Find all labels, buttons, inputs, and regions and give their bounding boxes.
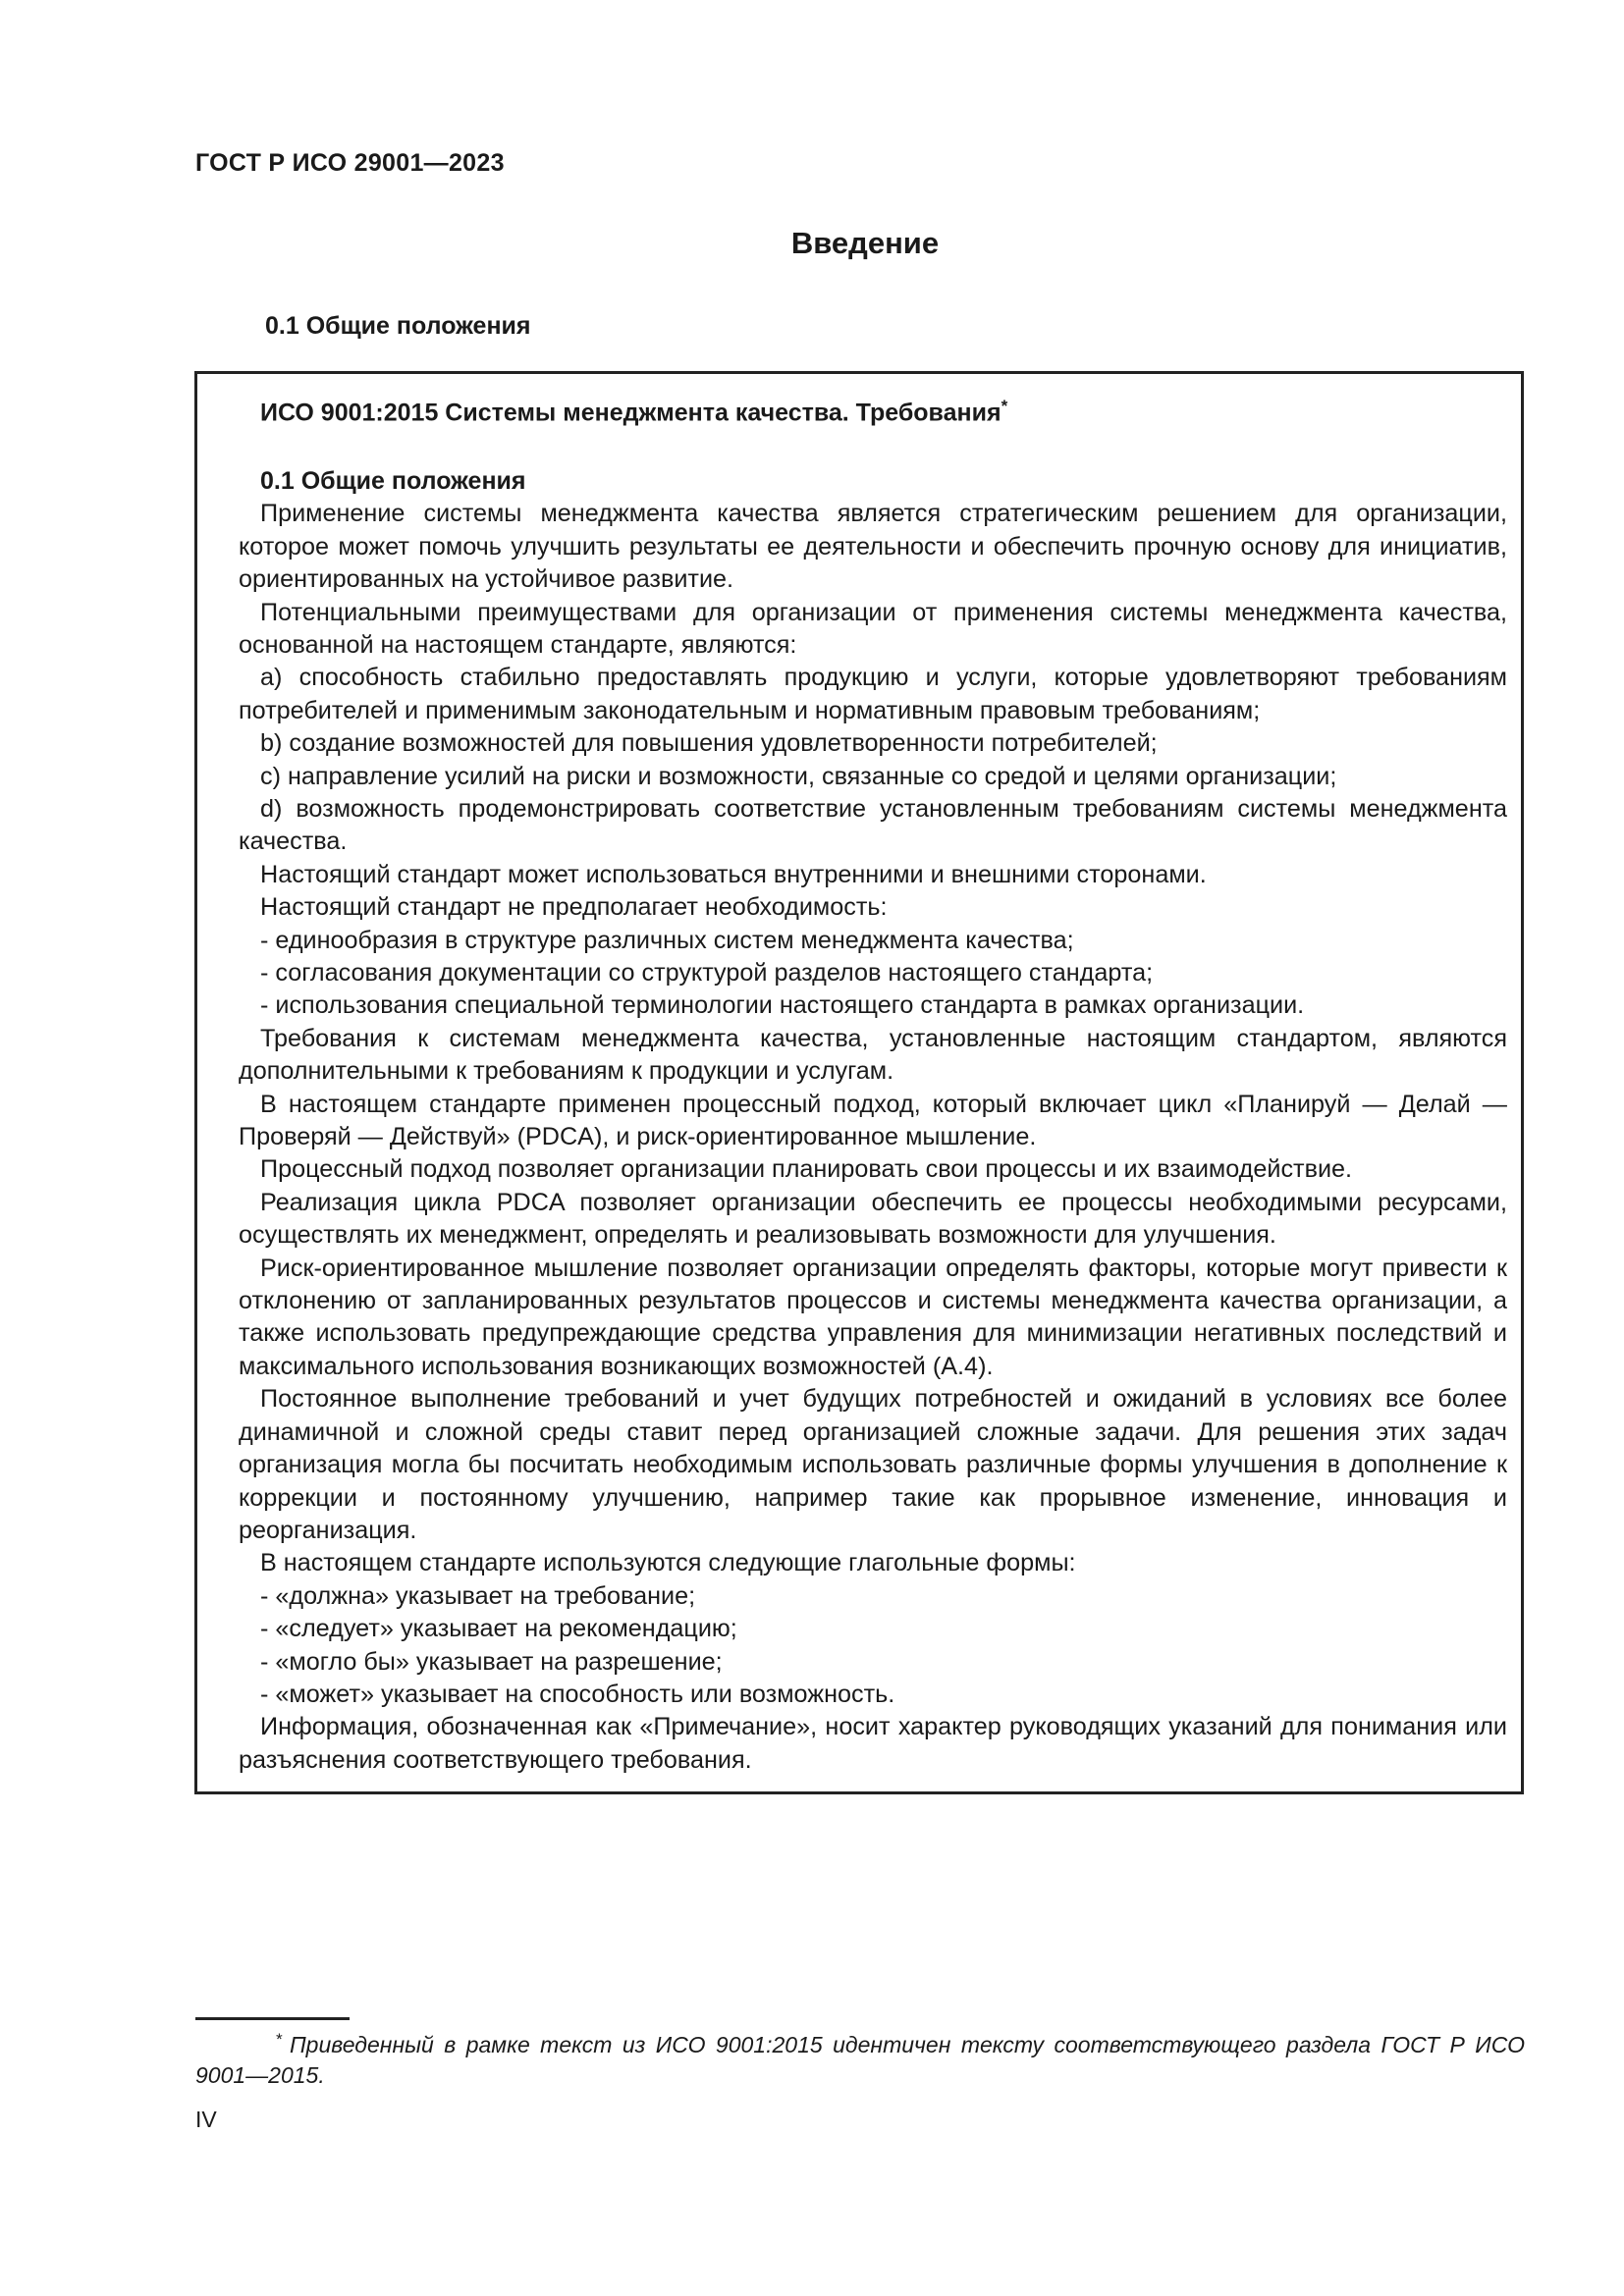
page-title: Введение bbox=[790, 226, 940, 260]
frame-body-text bbox=[239, 498, 1507, 1777]
footnote-reference-mark: * bbox=[1001, 397, 1008, 415]
paragraph: Риск-ориентированное мышление позволяет организации определять факторы, которые могут привести к отклонению от запланированных результатов процессов и системы менеджмента качества организации, а также использовать предупреждающие средства управления для минимизации негативных последствий и максимального использования возникающих возможностей (А.4). bbox=[239, 1254, 1507, 1380]
list-item: - «могло бы» указывает на разрешение; bbox=[260, 1647, 723, 1676]
list-item: - «может» указывает на способность или возможность. bbox=[260, 1680, 895, 1708]
paragraph: Постоянное выполнение требований и учет будущих потребностей и ожиданий в условиях все более динамичной и сложной среды ставит перед организацией сложные задачи. Для решения этих задач организация могла бы посчитать необходимым использовать различные формы улучшения в дополнение к коррекции и постоянному улучшению, например такие как прорывное изменение, инновация и реорганизация. bbox=[239, 1385, 1507, 1544]
list-item: d) возможность продемонстрировать соответствие установленным требованиям системы менеджмента качества. bbox=[239, 794, 1507, 856]
paragraph: Процессный подход позволяет организации планировать свои процессы и их взаимодействие. bbox=[260, 1155, 1353, 1184]
list-item: - единообразия в структуре различных систем менеджмента качества; bbox=[260, 926, 1074, 954]
list-item: - использования специальной терминологии настоящего стандарта в рамках организации. bbox=[260, 991, 1305, 1020]
paragraph: В настоящем стандарте применен процессный подход, который включает цикл «Планируй — Делай — Проверяй — Действуй» (PDCA), и риск-ориентированное мышление. bbox=[239, 1090, 1507, 1151]
footnote-mark: * bbox=[275, 2030, 282, 2049]
frame-title bbox=[260, 390, 1507, 429]
paragraph: Применение системы менеджмента качества является стратегическим решением для организации, которое может помочь улучшить результаты ее деятельности и обеспечить прочную основу для инициатив, ориентированных на устойчивое развитие. bbox=[239, 500, 1507, 594]
page-number: IV bbox=[195, 2107, 217, 2132]
frame-subheading: 0.1 Общие положения bbox=[260, 467, 526, 496]
footnote-separator bbox=[195, 2017, 350, 2020]
list-item: - «следует» указывает на рекомендацию; bbox=[260, 1615, 737, 1643]
paragraph: Информация, обозначенная как «Примечание», носит характер руководящих указаний для понимания или разъяснения соответствующего требования. bbox=[239, 1713, 1507, 1774]
paragraph: Требования к системам менеджмента качества, установленные настоящим стандартом, являются дополнительными к требованиям к продукции и услугам. bbox=[239, 1024, 1507, 1086]
frame-content bbox=[239, 390, 1507, 1777]
quoted-text-frame bbox=[194, 371, 1524, 1794]
list-item: b) создание возможностей для повышения удовлетворенности потребителей; bbox=[260, 729, 1158, 758]
paragraph: Настоящий стандарт не предполагает необходимость: bbox=[260, 893, 888, 922]
paragraph: Реализация цикла PDCA позволяет организации обеспечить ее процессы необходимыми ресурсами, осуществлять их менеджмент, определять и реализовывать возможности для улучшения. bbox=[239, 1188, 1507, 1250]
footnote bbox=[195, 2024, 1525, 2091]
paragraph: Настоящий стандарт может использоваться внутренними и внешними сторонами. bbox=[260, 860, 1207, 888]
frame-title-text: ИСО 9001:2015 Системы менеджмента качества. Требования bbox=[260, 399, 1001, 427]
list-item: - согласования документации со структурой разделов настоящего стандарта; bbox=[260, 959, 1154, 988]
section-heading: 0.1 Общие положения bbox=[265, 312, 531, 340]
list-item: - «должна» указывает на требование; bbox=[260, 1581, 696, 1610]
paragraph: В настоящем стандарте используются следующие глагольные формы: bbox=[260, 1549, 1076, 1577]
footnote-text: Приведенный в рамке текст из ИСО 9001:2015 идентичен тексту соответствующего раздела ГОСТ Р ИСО 9001—2015. bbox=[195, 2032, 1525, 2088]
paragraph: Потенциальными преимуществами для организации от применения системы менеджмента качества, основанной на настоящем стандарте, являются: bbox=[239, 598, 1507, 659]
document-header: ГОСТ Р ИСО 29001—2023 bbox=[195, 149, 505, 177]
list-item: a) способность стабильно предоставлять продукцию и услуги, которые удовлетворяют требованиям потребителей и применимым законодательным и нормативным правовым требованиям; bbox=[239, 664, 1507, 724]
list-item: c) направление усилий на риски и возможности, связанные со средой и целями организации; bbox=[260, 762, 1337, 790]
